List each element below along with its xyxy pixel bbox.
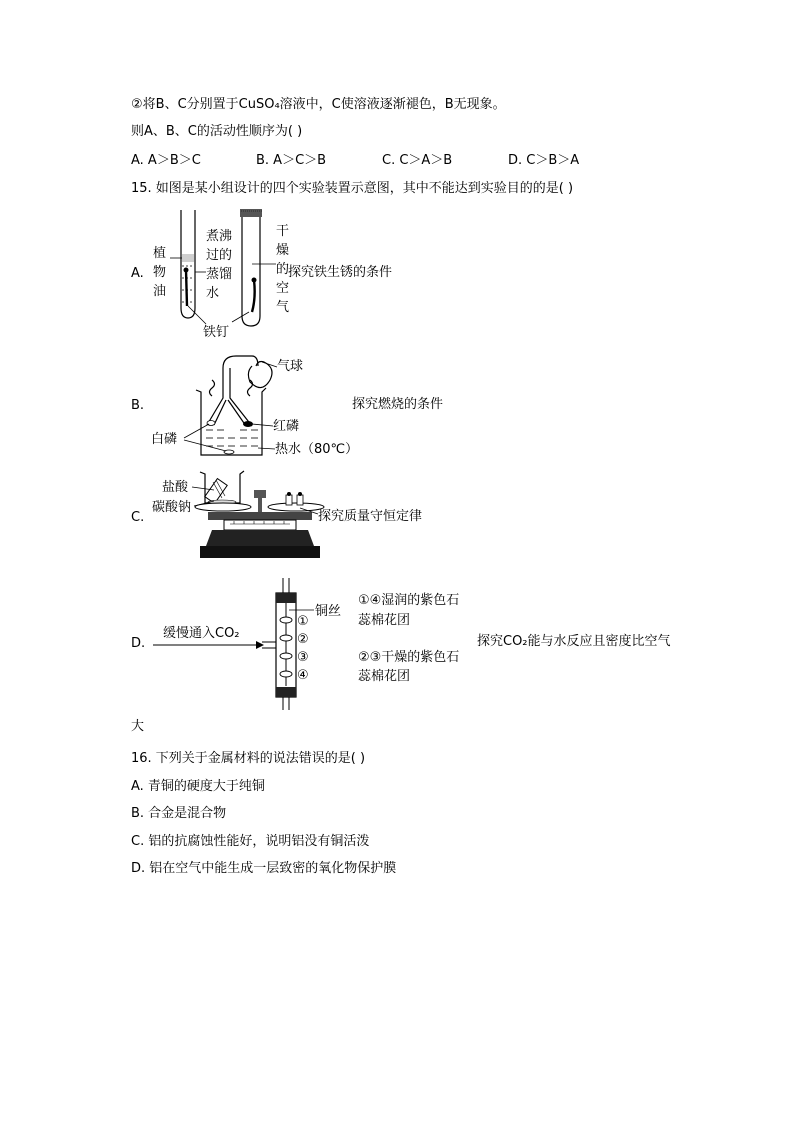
q16-option-c: C. 铝的抗腐蚀性能好，说明铝没有铜活泼 (131, 834, 370, 849)
q14-option-c: C. C＞A＞B (382, 153, 453, 168)
q14-line3: 则A、B、C的活动性顺序为( ) (131, 124, 303, 139)
a-iron-nail: 铁钉 (203, 325, 230, 340)
a-veg-oil-2: 物 (153, 265, 167, 280)
q14-option-d: D. C＞B＞A (508, 153, 580, 168)
b-white-p: 白磷 (151, 432, 178, 447)
c-carbonate: 碳酸钠 (152, 500, 192, 515)
q16-option-b: B. 合金是混合物 (131, 806, 227, 821)
q15-b-letter: B. (131, 398, 145, 413)
q16-stem: 16. 下列关于金属材料的说法错误的是( ) (131, 751, 366, 766)
q14-option-a: A. A＞B＞C (131, 153, 201, 168)
q14-option-b: B. A＞C＞B (256, 153, 327, 168)
b-red-p: 红磷 (273, 419, 300, 434)
q16-option-a: A. 青铜的硬度大于纯铜 (131, 779, 265, 794)
c-purpose: 探究质量守恒定律 (318, 509, 423, 524)
q14-formula: CuSO₄ (238, 97, 280, 112)
c-acid: 盐酸 (162, 480, 189, 495)
d-mark-1: ① (297, 614, 309, 629)
d-dry-2: 蕊棉花团 (358, 669, 411, 684)
d-mark-4: ④ (297, 668, 309, 683)
a-dry-4: 空 (276, 281, 290, 296)
a-dry-5: 气 (276, 300, 290, 315)
a-purpose: 探究铁生锈的条件 (288, 265, 393, 280)
a-boiled-3: 蒸馏 (206, 267, 233, 282)
q14-line2-post: 溶液中，C使溶液逐渐褪色，B无现象。 (279, 97, 506, 112)
b-hot-water: 热水（80℃） (275, 442, 359, 457)
a-boiled-2: 过的 (206, 248, 233, 263)
a-veg-oil-1: 植 (153, 246, 167, 261)
a-dry-3: 的 (276, 262, 290, 277)
d-mark-2: ② (297, 632, 309, 647)
q15-stem: 15. 如图是某小组设计的四个实验装置示意图，其中不能达到实验目的的是( ) (131, 181, 574, 196)
d-co2-in: 缓慢通入CO₂ (163, 626, 240, 641)
q14-line2-pre: ②将B、C分别置于 (131, 97, 239, 112)
d-copper-wire: 铜丝 (315, 604, 342, 619)
a-dry-1: 干 (276, 224, 290, 239)
b-purpose: 探究燃烧的条件 (352, 397, 444, 412)
q15-d-letter: D. (131, 636, 146, 651)
a-boiled-4: 水 (206, 286, 220, 301)
d-wet-1: ①④湿润的紫色石 (358, 593, 460, 608)
d-purpose-1: 探究CO₂能与水反应且密度比空气 (477, 634, 671, 649)
a-dry-2: 燥 (276, 243, 290, 258)
b-balloon: 气球 (277, 359, 304, 374)
q15-c-letter: C. (131, 510, 145, 525)
q16-option-d: D. 铝在空气中能生成一层致密的氧化物保护膜 (131, 861, 397, 876)
q15-a-letter: A. (131, 266, 144, 281)
a-boiled-1: 煮沸 (206, 229, 233, 244)
a-veg-oil-3: 油 (153, 284, 167, 299)
d-purpose-2: 大 (131, 719, 145, 734)
d-mark-3: ③ (297, 650, 309, 665)
d-dry-1: ②③干燥的紫色石 (358, 650, 460, 665)
d-wet-2: 蕊棉花团 (358, 613, 411, 628)
